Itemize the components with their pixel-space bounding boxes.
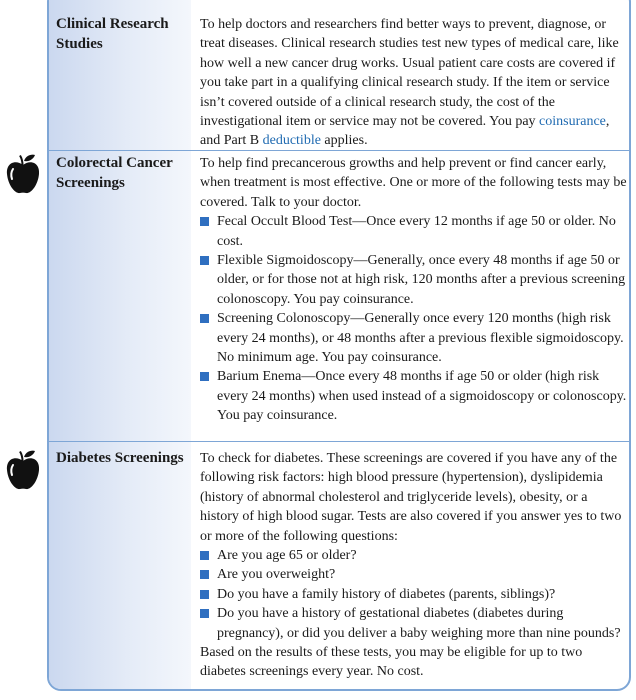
bullet-icon	[200, 372, 209, 381]
bullet-icon	[200, 609, 209, 618]
intro-text: To help doctors and researchers find better ways to prevent, diagnose, or treat diseases. Clinical research studies test new types of medical care, like how well a new cancer drug works. Usual patient care costs are covered if you take part in a qualifying clinical research study. If the item or service isn’t covered outside of a clinical research study, the cost of the investigational item or service may not be covered. You pay	[200, 17, 619, 130]
section-body-clinical-research	[200, 15, 628, 151]
list-item: Are you overweight?	[200, 565, 628, 584]
list-item: Do you have a family history of diabetes (parents, siblings)?	[200, 585, 628, 604]
bullet-list	[200, 546, 628, 643]
apple-icon	[5, 448, 41, 492]
section-title-clinical-research: Clinical Research Studies	[56, 16, 169, 52]
bullet-icon	[200, 551, 209, 560]
list-item: Flexible Sigmoidoscopy—Generally, once every 48 months if age 50 or older, or for those not at high risk, 120 months after a previous screening colonoscopy. You pay coinsurance.	[200, 251, 628, 309]
section-body-diabetes	[200, 449, 628, 682]
outro-text: Based on the results of these tests, you may be eligible for up to two diabetes screenings every year. No cost.	[200, 645, 583, 680]
intro-text: applies.	[320, 133, 368, 149]
bullet-icon	[200, 314, 209, 323]
section-body-colorectal	[200, 154, 628, 426]
deductible-link[interactable]: deductible	[262, 133, 321, 149]
intro-text: To help find precancerous growths and help prevent or find cancer early, when treatment is most effective. One or more of the following tests may be covered. Talk to your doctor.	[200, 156, 627, 210]
list-item: Do you have a history of gestational diabetes (diabetes during pregnancy), or did you deliver a baby weighing more than nine pounds?	[200, 604, 628, 643]
intro-text: , and Part B	[200, 114, 610, 149]
coinsurance-link[interactable]: coinsurance	[539, 114, 606, 130]
list-item: Screening Colonoscopy—Generally once every 120 months (high risk every 24 months), or 48 months after a previous flexible sigmoidoscopy. No minimum age. You pay coinsurance.	[200, 309, 628, 367]
bullet-icon	[200, 570, 209, 579]
list-item: Are you age 65 or older?	[200, 546, 628, 565]
bullet-icon	[200, 217, 209, 226]
section-title-diabetes: Diabetes Screenings	[56, 450, 184, 466]
bullet-icon	[200, 590, 209, 599]
bullet-list	[200, 212, 628, 425]
benefits-table	[47, 0, 631, 691]
list-item: Barium Enema—Once every 48 months if age 50 or older (high risk every 24 months) when used instead of a sigmoidoscopy or colonoscopy. You pay coinsurance.	[200, 367, 628, 425]
apple-icon	[5, 152, 41, 196]
divider	[49, 441, 629, 442]
section-title-colorectal: Colorectal Cancer Screenings	[56, 155, 173, 191]
bullet-icon	[200, 256, 209, 265]
list-item: Fecal Occult Blood Test—Once every 12 months if age 50 or older. No cost.	[200, 212, 628, 251]
divider	[49, 150, 629, 151]
intro-text: To check for diabetes. These screenings are covered if you have any of the following risk factors: high blood pressure (hypertension), dyslipidemia (history of abnormal cholesterol and triglyceride levels), obesity, or a history of high blood sugar. Tests are also covered if you answer yes to two or more of the following questions:	[200, 451, 622, 544]
label-column	[49, 0, 191, 689]
